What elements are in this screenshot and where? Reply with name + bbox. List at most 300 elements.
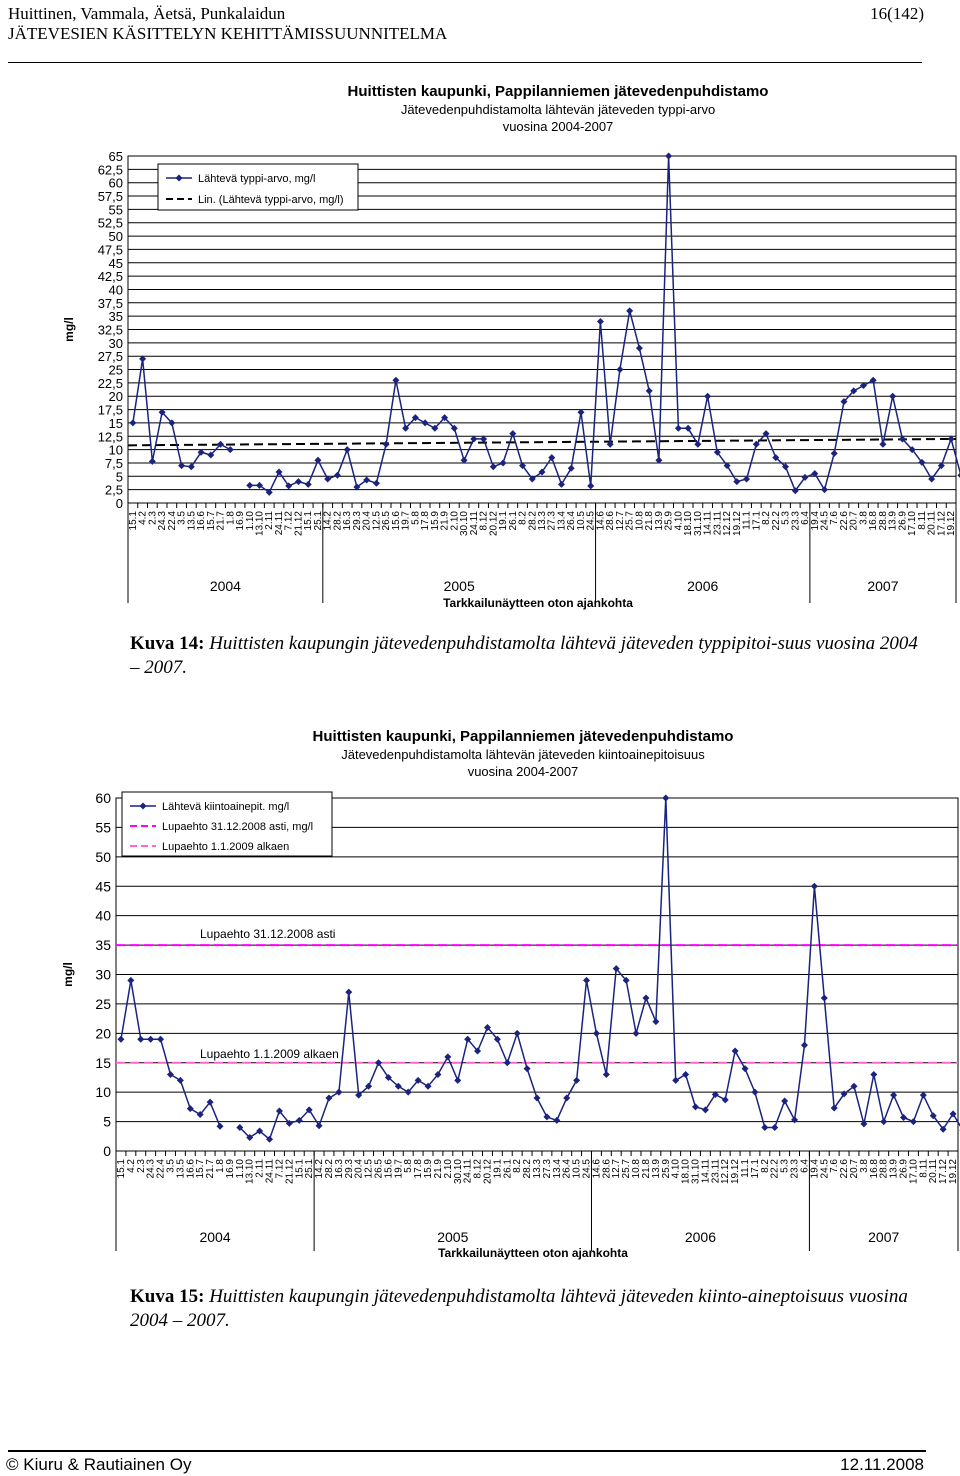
legend-label: Lupaehto 31.12.2008 asti, mg/l	[162, 821, 314, 833]
y-tick-label: 30	[108, 335, 123, 351]
chart-subtitle-years: vuosina 2004-2007	[467, 764, 579, 779]
x-axis-label: Tarkkailunäytteen oton ajankohta	[438, 1246, 628, 1260]
x-tick-label: 13.5	[186, 511, 198, 531]
header-left-line1: Huittinen, Vammala, Äetsä, Punkalaidun	[8, 4, 286, 23]
data-point	[880, 1118, 887, 1125]
x-tick-label: 20.7	[848, 1159, 860, 1179]
x-tick-label: 8.2	[761, 511, 773, 525]
x-tick-label: 23.3	[790, 511, 802, 531]
header-left-line2: JÄTEVESIEN KÄSITTELYN KEHITTÄMISSUUNNITELMA	[8, 24, 448, 43]
y-tick-label: 50	[95, 848, 111, 865]
y-tick-label: 5	[103, 1113, 111, 1130]
y-tick-label: 55	[108, 202, 123, 218]
data-point	[675, 425, 682, 432]
x-tick-label: 24.11	[462, 1159, 474, 1184]
series-line	[133, 359, 230, 467]
y-tick-label: 32,5	[97, 322, 123, 338]
y-tick-label: 2,5	[104, 482, 123, 498]
data-point	[910, 1118, 917, 1125]
chart-subtitle: Jätevedenpuhdistamolta lähtevän jäteveden typpi-arvo	[400, 102, 716, 117]
x-tick-label: 21.8	[640, 1159, 652, 1179]
data-point	[771, 1124, 778, 1131]
data-point	[316, 1122, 323, 1129]
x-tick-label: 8.11	[918, 1159, 930, 1178]
x-tick-label: 16.6	[196, 511, 208, 531]
data-point	[646, 387, 653, 394]
x-tick-label: 28.6	[605, 511, 617, 531]
x-tick-label: 22.2	[769, 1159, 781, 1179]
x-tick-label: 17.12	[936, 511, 948, 537]
x-tick-label: 7.6	[829, 511, 841, 525]
data-point	[583, 977, 590, 984]
x-tick-label: 10.8	[631, 1159, 643, 1179]
x-tick-label: 12.12	[720, 1159, 732, 1185]
x-tick-label: 13.9	[653, 511, 665, 531]
x-tick-label: 6.4	[800, 511, 812, 525]
x-tick-label: 14.11	[702, 511, 714, 536]
data-point	[543, 1113, 550, 1120]
x-tick-label: 2.10	[442, 1159, 454, 1179]
y-tick-label: 20	[95, 1025, 111, 1042]
legend-label: Lin. (Lähtevä typpi-arvo, mg/l)	[198, 194, 344, 206]
x-tick-label: 3.5	[176, 511, 188, 525]
caption-figure-15	[130, 1285, 920, 1333]
data-point	[157, 1036, 164, 1043]
x-tick-label: 16.8	[868, 511, 880, 531]
x-tick-label: 19.4	[809, 1159, 821, 1179]
footer-date: 12.11.2008	[840, 1455, 924, 1474]
x-tick-label: 24.11	[468, 511, 480, 536]
x-tick-label: 20.7	[848, 511, 860, 531]
x-tick-label: 17.10	[907, 511, 919, 537]
x-tick-label: 15.7	[195, 1159, 207, 1179]
x-tick-label: 13.4	[551, 1159, 563, 1179]
chart-subtitle-years: vuosina 2004-2007	[502, 119, 614, 134]
data-point	[821, 995, 828, 1002]
x-tick-label: 28.6	[601, 1159, 613, 1179]
x-tick-label: 26.1	[507, 511, 519, 531]
data-point	[879, 441, 886, 448]
data-point	[454, 1077, 461, 1084]
data-point	[514, 1030, 521, 1037]
data-point	[685, 425, 692, 432]
x-tick-label: 25.9	[660, 1159, 672, 1179]
x-tick-label: 2.11	[264, 511, 276, 530]
y-tick-label: 30	[95, 966, 111, 983]
x-tick-label: 17.10	[908, 1159, 920, 1185]
x-tick-label: 12.5	[363, 1159, 375, 1179]
caption-text: Huittisten kaupungin jätevedenpuhdistamolta lähtevä jäteveden typpipitoi-suus vuosina 2004 – 2007.	[130, 633, 918, 678]
y-axis-label: mg/l	[61, 962, 75, 987]
x-tick-label: 15.6	[390, 511, 402, 531]
year-label: 2004	[209, 578, 241, 594]
x-tick-label: 28.2	[522, 1159, 534, 1179]
x-tick-label: 15.9	[429, 511, 441, 531]
x-tick-label: 15.7	[205, 511, 217, 531]
caption-figure-14	[130, 632, 920, 680]
data-point	[870, 1071, 877, 1078]
x-axis-label: Tarkkailunäytteen oton ajankohta	[443, 596, 633, 610]
x-tick-label: 16.9	[224, 1159, 236, 1179]
x-tick-label: 12.5	[371, 511, 383, 531]
x-tick-label: 13.3	[532, 1159, 543, 1179]
x-tick-label: 4.10	[673, 511, 685, 531]
x-tick-label: 25.1	[312, 511, 324, 531]
x-tick-label: 22.2	[770, 511, 782, 531]
y-tick-label: 65	[108, 149, 123, 164]
year-label: 2007	[867, 578, 899, 594]
x-tick-label: 25.1	[304, 1159, 316, 1179]
x-tick-label: 17.12	[938, 1159, 950, 1185]
x-tick-label: 21.12	[284, 1159, 296, 1185]
x-tick-label: 3.5	[165, 1159, 177, 1173]
x-tick-label: 2.11	[254, 1159, 266, 1178]
y-tick-label: 52,5	[97, 215, 123, 231]
x-tick-label: 28.8	[877, 511, 889, 531]
y-tick-label: 40	[95, 907, 111, 924]
x-tick-label: 19.12	[731, 511, 743, 537]
x-tick-label: 20.11	[928, 1159, 940, 1184]
page-number: 16(142)	[870, 4, 924, 23]
x-tick-label: 14.6	[595, 511, 607, 531]
x-tick-label: 21.9	[432, 1159, 444, 1179]
x-tick-label: 13.3	[537, 511, 548, 531]
x-tick-label: 13.10	[244, 1159, 256, 1185]
x-tick-label: 4.10	[670, 1159, 682, 1179]
x-tick-label: 7.12	[274, 1159, 286, 1179]
x-tick-label: 28.2	[527, 511, 539, 531]
data-point	[563, 1095, 570, 1102]
y-tick-label: 50	[108, 229, 123, 245]
x-tick-label: 8.12	[472, 1159, 484, 1179]
x-tick-label: 24.5	[581, 1159, 593, 1179]
header-rule	[8, 62, 922, 63]
x-tick-label: 5.3	[780, 511, 792, 525]
x-tick-label: 15.1	[303, 511, 315, 531]
x-tick-label: 26.4	[566, 511, 578, 531]
x-tick-label: 16.8	[868, 1159, 880, 1179]
data-point	[751, 1089, 758, 1096]
x-tick-label: 8.2	[759, 1159, 771, 1173]
x-tick-label: 19.12	[946, 511, 958, 537]
data-point	[682, 1071, 689, 1078]
x-tick-label: 1.8	[225, 511, 237, 525]
x-tick-label: 5.8	[410, 511, 422, 525]
y-tick-label: 45	[108, 255, 123, 271]
x-tick-label: 14.2	[314, 1159, 326, 1179]
x-tick-label: 18.10	[683, 511, 695, 537]
y-tick-label: 15	[95, 1054, 111, 1071]
x-tick-label: 28.2	[323, 1159, 335, 1179]
data-point	[652, 1018, 659, 1025]
x-tick-label: 30.10	[459, 511, 471, 537]
data-point	[305, 481, 312, 488]
year-label: 2005	[437, 1229, 469, 1245]
x-tick-label: 26.5	[381, 511, 393, 531]
x-tick-label: 16.9	[235, 511, 247, 531]
x-tick-label: 19.7	[400, 511, 412, 531]
data-point	[137, 1036, 144, 1043]
caption-label: Kuva 14:	[130, 633, 205, 654]
x-tick-label: 31.10	[690, 1159, 702, 1185]
data-point	[603, 1071, 610, 1078]
data-point	[722, 1096, 729, 1103]
x-tick-label: 5.8	[403, 1159, 415, 1173]
series-line	[240, 798, 960, 1139]
x-tick-label: 24.5	[585, 511, 597, 531]
x-tick-label: 14.6	[591, 1159, 603, 1179]
data-point	[633, 1030, 640, 1037]
data-point	[831, 450, 838, 457]
x-tick-label: 7.6	[829, 1159, 841, 1173]
x-tick-label: 4.2	[125, 1159, 137, 1173]
y-tick-label: 10	[95, 1084, 111, 1101]
y-tick-label: 37,5	[97, 295, 123, 311]
x-tick-label: 25.9	[663, 511, 675, 531]
x-tick-label: 23.3	[789, 1159, 801, 1179]
year-label: 2005	[443, 578, 475, 594]
y-tick-label: 20	[108, 389, 123, 405]
x-tick-label: 13.9	[650, 1159, 662, 1179]
x-tick-label: 24.3	[145, 1159, 157, 1179]
data-point	[129, 419, 136, 426]
data-point	[504, 1059, 511, 1066]
data-point	[524, 1065, 531, 1072]
y-tick-label: 25	[108, 362, 123, 378]
footer-company: © Kiuru & Rautiainen Oy	[6, 1455, 192, 1474]
chart-title: Huittisten kaupunki, Pappilanniemen jätevedenpuhdistamo	[312, 728, 734, 745]
x-tick-label: 20.11	[926, 511, 938, 536]
data-point	[149, 458, 156, 465]
x-tick-label: 14.2	[322, 511, 334, 531]
data-point	[665, 153, 672, 160]
x-tick-label: 12.7	[614, 511, 626, 531]
x-tick-label: 2.10	[449, 511, 461, 531]
x-tick-label: 19.7	[393, 1159, 405, 1179]
x-tick-label: 20.4	[361, 511, 373, 531]
x-tick-label: 3.8	[858, 511, 870, 525]
year-label: 2004	[199, 1229, 231, 1245]
data-point	[177, 1077, 184, 1084]
x-tick-label: 1.10	[234, 1159, 246, 1179]
data-point	[821, 486, 828, 493]
x-tick-label: 21.9	[439, 511, 451, 531]
x-tick-label: 11.1	[741, 511, 753, 530]
data-point	[742, 1065, 749, 1072]
x-tick-label: 2.3	[147, 511, 159, 525]
x-tick-label: 26.5	[373, 1159, 385, 1179]
data-point	[801, 1042, 808, 1049]
data-point	[626, 307, 633, 314]
x-tick-label: 23.11	[710, 1159, 722, 1184]
x-tick-label: 5.3	[779, 1159, 791, 1173]
annotation-label: Lupaehto 31.12.2008 asti	[200, 927, 336, 942]
y-tick-label: 12,5	[97, 429, 123, 445]
data-point	[490, 463, 497, 470]
y-tick-label: 35	[95, 937, 111, 954]
x-tick-label: 13.10	[254, 511, 266, 537]
x-tick-label: 26.4	[561, 1159, 573, 1179]
y-tick-label: 47,5	[97, 242, 123, 258]
data-point	[553, 1117, 560, 1124]
chart-title: Huittisten kaupunki, Pappilanniemen jätevedenpuhdistamo	[347, 83, 769, 100]
data-point	[573, 1077, 580, 1084]
x-tick-label: 21.7	[215, 511, 227, 531]
data-point	[117, 1036, 124, 1043]
data-point	[889, 393, 896, 400]
data-point	[587, 482, 594, 489]
data-point	[732, 1047, 739, 1054]
x-tick-label: 24.5	[819, 511, 831, 531]
data-point	[791, 1116, 798, 1123]
x-tick-label: 12.7	[611, 1159, 623, 1179]
x-tick-label: 21.7	[205, 1159, 217, 1179]
y-tick-label: 45	[95, 878, 111, 895]
x-tick-label: 20.12	[488, 511, 500, 537]
legend-label: Lähtevä kiintoainepit. mg/l	[162, 801, 290, 813]
y-tick-label: 15	[108, 415, 123, 431]
x-tick-label: 24.3	[157, 511, 169, 531]
x-tick-label: 24.5	[819, 1159, 831, 1179]
data-point	[500, 459, 507, 466]
x-tick-label: 15.1	[115, 1159, 127, 1179]
data-point	[597, 318, 604, 325]
data-point	[733, 478, 740, 485]
x-tick-label: 28.2	[332, 511, 344, 531]
x-tick-label: 19.1	[492, 1159, 504, 1179]
x-tick-label: 21.8	[644, 511, 656, 531]
x-tick-label: 19.12	[948, 1159, 960, 1185]
data-point	[187, 1105, 194, 1112]
x-tick-label: 26.9	[897, 511, 909, 531]
x-tick-label: 15.1	[127, 511, 139, 531]
data-point	[704, 393, 711, 400]
x-tick-label: 26.9	[898, 1159, 910, 1179]
x-tick-label: 24.11	[264, 1159, 276, 1184]
x-tick-label: 16.3	[333, 1159, 345, 1179]
x-tick-label: 16.3	[342, 511, 354, 531]
x-tick-label: 13.9	[888, 1159, 900, 1179]
data-point	[672, 1077, 679, 1084]
data-point	[344, 446, 351, 453]
x-tick-label: 8.12	[478, 511, 490, 531]
data-point	[383, 441, 390, 448]
x-tick-label: 24.11	[273, 511, 285, 536]
data-point	[335, 1089, 342, 1096]
caption-label: Kuva 15:	[130, 1286, 205, 1307]
year-label: 2007	[868, 1229, 900, 1245]
y-tick-label: 22,5	[97, 375, 123, 391]
data-point	[900, 1114, 907, 1121]
x-tick-label: 15.1	[294, 1159, 306, 1179]
x-tick-label: 15.9	[423, 1159, 435, 1179]
data-point	[345, 989, 352, 996]
x-tick-label: 19.12	[730, 1159, 742, 1185]
x-tick-label: 15.6	[383, 1159, 395, 1179]
reference-line	[128, 439, 956, 445]
y-tick-label: 5	[115, 469, 123, 485]
x-tick-label: 20.4	[353, 1159, 365, 1179]
y-tick-label: 40	[108, 282, 123, 298]
x-tick-label: 27.3	[546, 511, 558, 531]
x-tick-label: 17.8	[413, 1159, 425, 1179]
data-point	[692, 1103, 699, 1110]
x-tick-label: 11.1	[740, 1159, 752, 1178]
data-point	[662, 795, 669, 802]
x-tick-label: 19.1	[498, 511, 510, 531]
data-point	[811, 883, 818, 890]
y-tick-label: 17,5	[97, 402, 123, 418]
y-tick-label: 0	[103, 1143, 111, 1159]
data-point	[147, 1036, 154, 1043]
x-tick-label: 22.4	[155, 1159, 167, 1179]
data-point	[295, 478, 302, 485]
data-point	[422, 419, 429, 426]
y-tick-label: 62,5	[97, 162, 123, 178]
x-tick-label: 27.3	[541, 1159, 553, 1179]
x-tick-label: 18.10	[680, 1159, 692, 1185]
y-tick-label: 0	[115, 496, 123, 511]
x-tick-label: 1.8	[215, 1159, 227, 1173]
x-tick-label: 6.4	[799, 1159, 811, 1173]
x-tick-label: 3.8	[858, 1159, 870, 1173]
x-tick-label: 12.12	[722, 511, 734, 537]
data-point	[636, 345, 643, 352]
x-tick-label: 7.12	[283, 511, 295, 531]
y-tick-label: 25	[95, 995, 111, 1012]
x-tick-label: 31.10	[692, 511, 704, 537]
x-tick-label: 8.2	[512, 1159, 524, 1173]
y-tick-label: 57,5	[97, 189, 123, 205]
y-tick-label: 35	[108, 309, 123, 325]
y-axis-label: mg/l	[62, 317, 76, 342]
x-tick-label: 17.1	[749, 1159, 761, 1179]
caption-text: Huittisten kaupungin jätevedenpuhdistamolta lähtevä jäteveden kiinto-aineptoisuus vuosina 2004 – 2007.	[130, 1286, 908, 1331]
data-point	[127, 977, 134, 984]
x-tick-label: 20.12	[482, 1159, 494, 1185]
data-point	[534, 1095, 541, 1102]
data-point	[616, 366, 623, 373]
data-point	[217, 1123, 224, 1130]
data-point	[642, 995, 649, 1002]
data-point	[568, 465, 575, 472]
data-point	[558, 481, 565, 488]
x-tick-label: 29.3	[343, 1159, 355, 1179]
x-tick-label: 22.6	[838, 511, 850, 531]
data-point	[227, 446, 234, 453]
x-tick-label: 10.5	[575, 511, 587, 531]
legend-label: Lupaehto 1.1.2009 alkaen	[162, 841, 290, 853]
x-tick-label: 17.8	[420, 511, 432, 531]
x-tick-label: 28.8	[878, 1159, 890, 1179]
x-tick-label: 13.5	[175, 1159, 187, 1179]
x-tick-label: 8.2	[517, 511, 529, 525]
x-tick-label: 19.4	[809, 511, 821, 531]
annotation-label: Lupaehto 1.1.2009 alkaen	[200, 1046, 339, 1061]
x-tick-label: 25.7	[621, 1159, 633, 1179]
suspended-solids-chart	[0, 720, 960, 1280]
x-tick-label: 16.6	[185, 1159, 197, 1179]
data-point	[373, 480, 380, 487]
x-tick-label: 14.11	[700, 1159, 712, 1184]
x-tick-label: 10.8	[634, 511, 646, 531]
x-tick-label: 21.12	[293, 511, 305, 537]
y-tick-label: 7,5	[104, 455, 123, 471]
x-tick-label: 4.2	[137, 511, 149, 525]
y-tick-label: 55	[95, 819, 111, 836]
data-point	[325, 1095, 332, 1102]
year-label: 2006	[684, 1229, 717, 1245]
